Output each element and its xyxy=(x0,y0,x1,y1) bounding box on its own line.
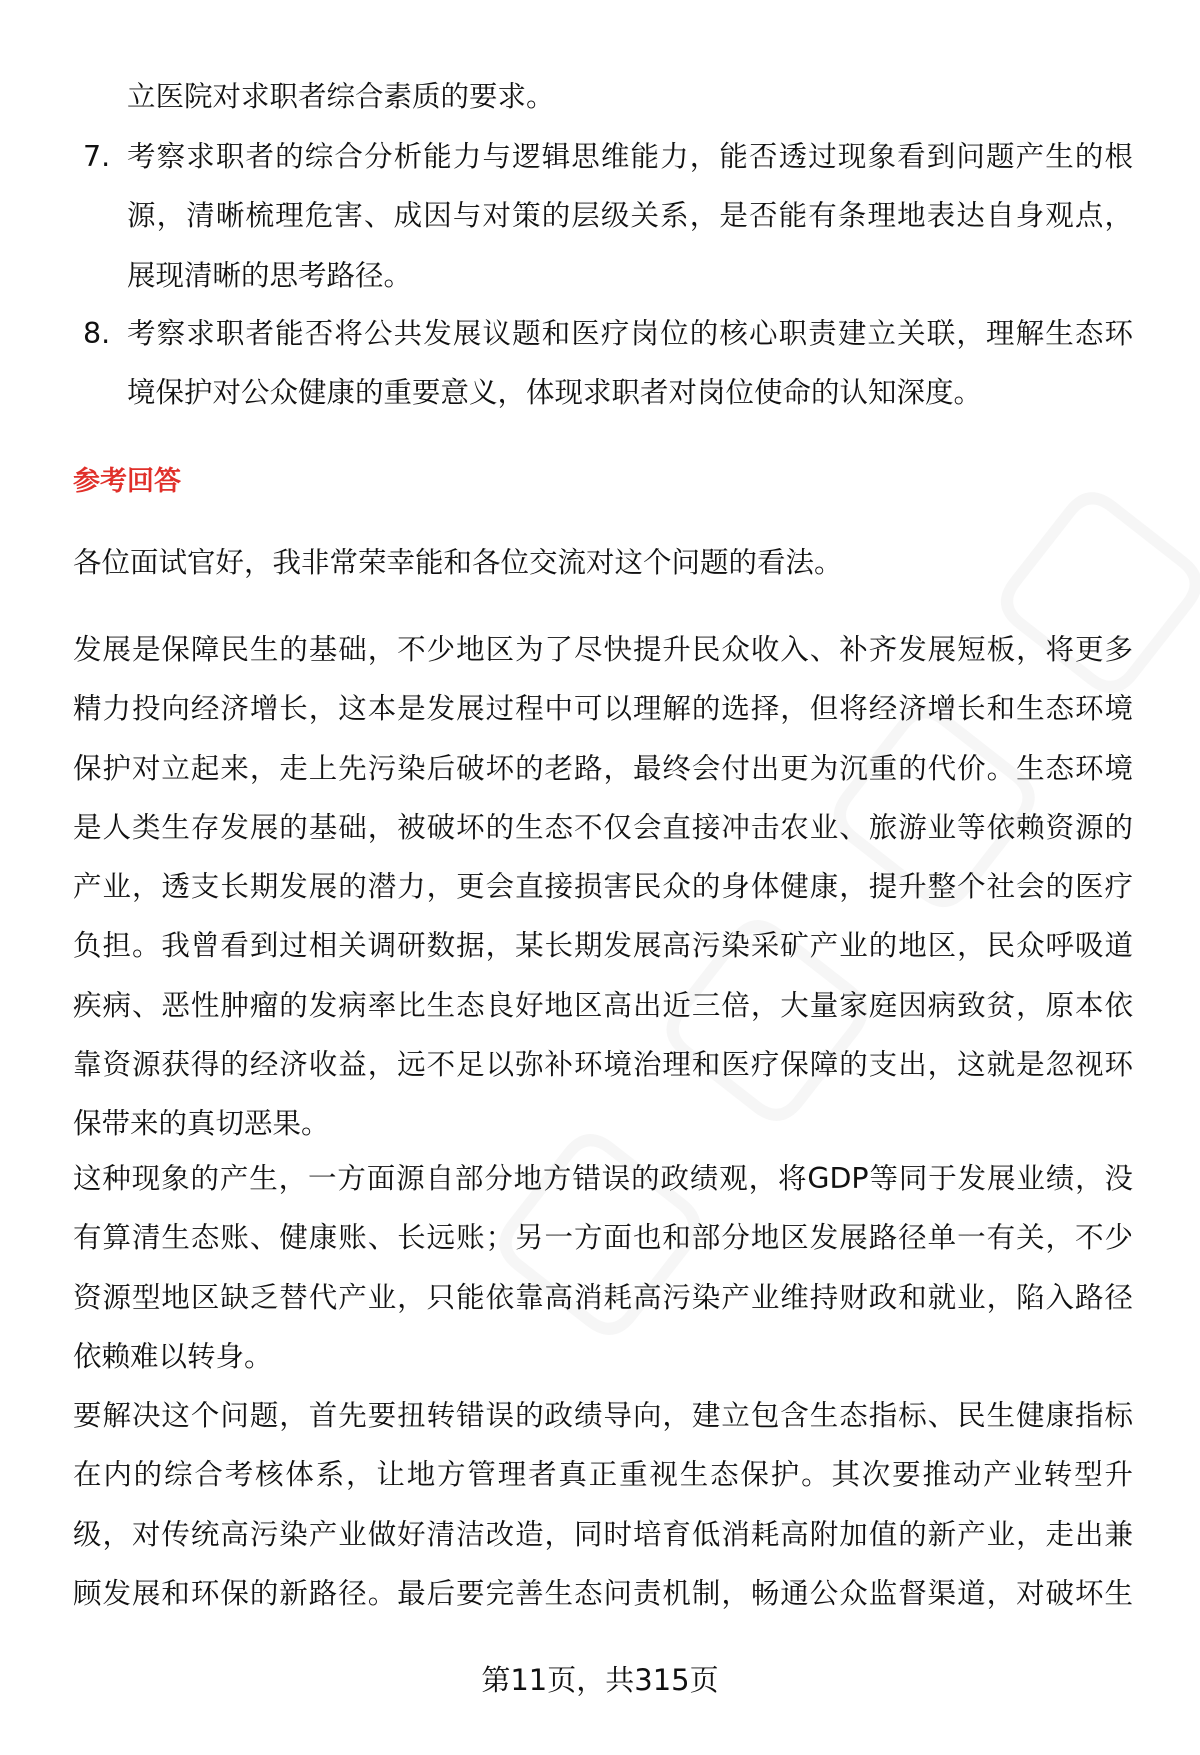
section-heading: 参考回答 xyxy=(73,466,181,497)
text-line: 考察求职者能否将公共发展议题和医疗岗位的核心职责建立关联，理解生态环 xyxy=(127,317,1133,350)
text-line: 级，对传统高污染产业做好清洁改造，同时培育低消耗高附加值的新产业，走出兼 xyxy=(73,1517,1133,1551)
paragraph-greeting xyxy=(73,533,1133,592)
text-line: 靠资源获得的经济收益，远不足以弥补环境治理和医疗保障的支出，这就是忽视环 xyxy=(73,1048,1133,1082)
page-number: 第11页，共315页 xyxy=(481,1663,719,1697)
text-line: 有算清生态账、健康账、长远账；另一方面也和部分地区发展路径单一有关，不少 xyxy=(73,1221,1133,1255)
text-line: 保护对立起来，走上先污染后破坏的老路，最终会付出更为沉重的代价。生态环境 xyxy=(73,751,1133,785)
text-line: 资源型地区缺乏替代产业，只能依靠高消耗高污染产业维持财政和就业，陷入路径 xyxy=(73,1280,1133,1314)
text-line: 立医院对求职者综合素质的要求。 xyxy=(127,80,555,113)
paragraph-causes xyxy=(73,1149,1133,1386)
text-line: 依赖难以转身。 xyxy=(73,1339,273,1373)
text-line: 产业，透支长期发展的潜力，更会直接损害民众的身体健康，提升整个社会的医疗 xyxy=(73,870,1133,904)
text-line: 在内的综合考核体系，让地方管理者真正重视生态保护。其次要推动产业转型升 xyxy=(73,1458,1133,1492)
text-line: 负担。我曾看到过相关调研数据，某长期发展高污染采矿产业的地区，民众呼吸道 xyxy=(73,929,1133,963)
text-line: 源，清晰梳理危害、成因与对策的层级关系，是否能有条理地表达自身观点， xyxy=(127,199,1133,233)
text-line: 是人类生存发展的基础，被破坏的生态不仅会直接冲击农业、旅游业等依赖资源的 xyxy=(73,810,1133,844)
text-line: 各位面试官好，我非常荣幸能和各位交流对这个问题的看法。 xyxy=(73,546,843,579)
text-line: 精力投向经济增长，这本是发展过程中可以理解的选择，但将经济增长和生态环境 xyxy=(73,692,1133,726)
continuation-text xyxy=(127,67,1133,126)
text-line: 考察求职者的综合分析能力与逻辑思维能力，能否透过现象看到问题产生的根 xyxy=(127,140,1133,173)
list-item-7 xyxy=(83,127,1133,305)
text-line: 顾发展和环保的新路径。最后要完善生态问责机制，畅通公众监督渠道，对破坏生 xyxy=(73,1576,1133,1610)
list-number: 8. xyxy=(83,317,111,350)
list-item-8 xyxy=(83,304,1133,423)
text-line: 要解决这个问题，首先要扭转错误的政绩导向，建立包含生态指标、民生健康指标 xyxy=(73,1399,1133,1432)
text-line: 保带来的真切恶果。 xyxy=(73,1107,330,1141)
text-line: 这种现象的产生，一方面源自部分地方错误的政绩观，将GDP等同于发展业绩，没 xyxy=(73,1162,1133,1195)
list-number: 7. xyxy=(83,140,111,173)
text-line: 疾病、恶性肿瘤的发病率比生态良好地区高出近三倍，大量家庭因病致贫，原本依 xyxy=(73,988,1133,1022)
text-line: 展现清晰的思考路径。 xyxy=(127,258,413,292)
paragraph-harm xyxy=(73,620,1133,1154)
paragraph-solutions xyxy=(73,1386,1133,1623)
text-line: 境保护对公众健康的重要意义，体现求职者对岗位使命的认知深度。 xyxy=(127,376,983,410)
text-line: 发展是保障民生的基础，不少地区为了尽快提升民众收入、补齐发展短板，将更多 xyxy=(73,633,1133,666)
